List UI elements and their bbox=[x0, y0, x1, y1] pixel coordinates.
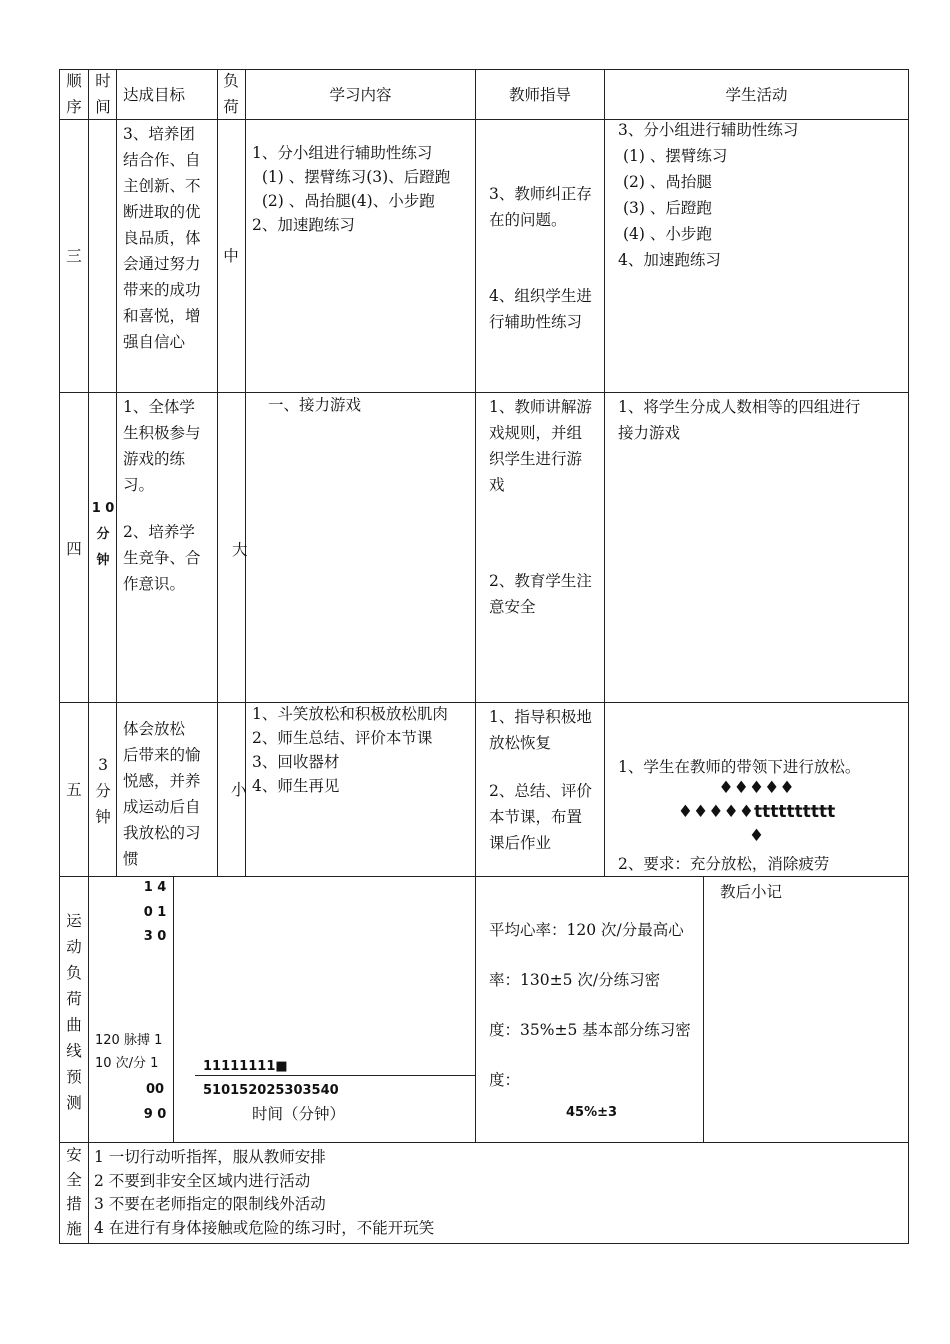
safety-items: 1 一切行动听指挥，服从教师安排 2 不要到非安全区域内进行活动 3 不要在老师指定的限制线外活动 4 在进行有身体接触或危险的练习时，不能开玩笑 bbox=[94, 1148, 435, 1237]
notes-title: 教后小记 bbox=[720, 883, 783, 901]
header-content: 学习内容 bbox=[329, 86, 392, 104]
formation-row-1: ♦♦♦♦♦ bbox=[718, 778, 795, 798]
safety-label: 安 全 措 施 bbox=[66, 1146, 82, 1238]
row3-content: 1、分小组进行辅助性练习 (1) 、摆臂练习(3)、后蹬跑 (2) 、咼抬腿(4)、小步跑 2、加速跑练习 bbox=[252, 144, 451, 234]
row5-load: 小 bbox=[231, 781, 247, 799]
curve-stats: 平均心率：120 次/分最高心 率：130±5 次/分练习密 度：35%±5 基本部分练习密 度： bbox=[489, 921, 691, 1089]
row4-teacher-1: 1、教师讲解游 戏规则，并组 织学生进行游 戏 bbox=[489, 398, 592, 494]
row4-student: 1、将学生分成人数相等的四组进行 接力游戏 bbox=[618, 398, 861, 442]
header-student: 学生活动 bbox=[725, 86, 788, 104]
formation-row-3: ♦ bbox=[748, 826, 765, 846]
grid-line bbox=[703, 876, 704, 1142]
curve-xticks: 510152025303540 bbox=[203, 1083, 339, 1098]
grid-line bbox=[604, 69, 605, 877]
curve-ylabel-2: 10 次/分 1 bbox=[95, 1056, 159, 1071]
row4-teacher-2: 2、教育学生注 意安全 bbox=[489, 572, 592, 616]
grid-line bbox=[475, 69, 476, 1143]
row4-goal-2: 2、培养学 生竞争、合 作意识。 bbox=[123, 523, 201, 593]
curve-stats-last: 45%±3 bbox=[566, 1105, 618, 1120]
header-time: 时 间 bbox=[95, 72, 111, 116]
row4-seq: 四 bbox=[66, 540, 82, 558]
row3-goal: 3、培养团 结合作、自 主创新、不 断进取的优 良品质，体 会通过努力 带来的成功 和喜悦，增 强自信心 bbox=[123, 125, 201, 351]
row4-content: 一、接力游戏 bbox=[268, 396, 362, 414]
row4-time: 1 0 分 钟 bbox=[91, 501, 115, 568]
grid-line bbox=[59, 69, 909, 70]
grid-line bbox=[173, 876, 174, 1142]
grid-line bbox=[59, 69, 60, 1244]
grid-line bbox=[59, 702, 909, 703]
row5-student-1: 1、学生在教师的带领下进行放松。 bbox=[618, 758, 861, 776]
row5-teacher-1: 1、指导积极地 放松恢复 bbox=[489, 708, 592, 752]
row5-student-2: 2、要求：充分放松，消除疲劳 bbox=[618, 855, 830, 873]
row3-seq: 三 bbox=[66, 247, 82, 265]
row5-teacher-2: 2、总结、评价 本节课，布置 课后作业 bbox=[489, 782, 592, 852]
grid-line bbox=[116, 69, 117, 877]
row5-time: 3 分 钟 bbox=[95, 756, 111, 826]
row5-goal: 体会放松 后带来的愉 悦感，并养 成运动后自 我放松的习 惯 bbox=[123, 720, 201, 868]
row4-load: 大 bbox=[232, 541, 248, 559]
grid-line bbox=[59, 1142, 909, 1143]
row3-student: 3、分小组进行辅助性练习 (1) 、摆臂练习 (2) 、咼抬腿 (3) 、后蹬跑 (4) 、小步跑 4、加速跑练习 bbox=[618, 121, 799, 269]
curve-xlabel: 时间（分钟） bbox=[252, 1105, 346, 1123]
grid-line bbox=[59, 1243, 909, 1244]
row4-goal-1: 1、全体学 生积极参与 游戏的练 习。 bbox=[123, 398, 201, 494]
curve-yticks-bottom: 00 9 0 bbox=[143, 1082, 167, 1122]
header-seq: 顺 序 bbox=[66, 72, 82, 116]
row3-teacher-1: 3、教师纠正存 在的问题。 bbox=[489, 185, 592, 229]
grid-line bbox=[908, 69, 909, 1244]
header-load: 负 荷 bbox=[223, 72, 239, 116]
grid-line bbox=[59, 392, 909, 393]
grid-line bbox=[88, 69, 89, 877]
formation-row-2: ♦♦♦♦♦tttttttttt bbox=[677, 802, 836, 822]
header-goal: 达成目标 bbox=[123, 86, 186, 104]
curve-plot-marks: 11111111■ bbox=[203, 1059, 288, 1074]
row3-teacher-2: 4、组织学生进 行辅助性练习 bbox=[489, 287, 592, 331]
curve-ylabel-1: 120 脉搏 1 bbox=[95, 1033, 163, 1048]
header-teacher: 教师指导 bbox=[508, 86, 571, 104]
row3-load: 中 bbox=[223, 247, 239, 265]
row5-seq: 五 bbox=[66, 781, 82, 799]
curve-yticks: 1 4 0 1 3 0 bbox=[143, 880, 167, 945]
grid-line bbox=[245, 69, 246, 877]
row5-content: 1、斗笑放松和积极放松肌肉 2、师生总结、评价本节课 3、回收器材 4、师生再见 bbox=[252, 705, 448, 795]
grid-line bbox=[217, 69, 218, 877]
grid-line bbox=[88, 876, 89, 1243]
curve-label: 运 动 负 荷 曲 线 预 测 bbox=[66, 912, 82, 1112]
